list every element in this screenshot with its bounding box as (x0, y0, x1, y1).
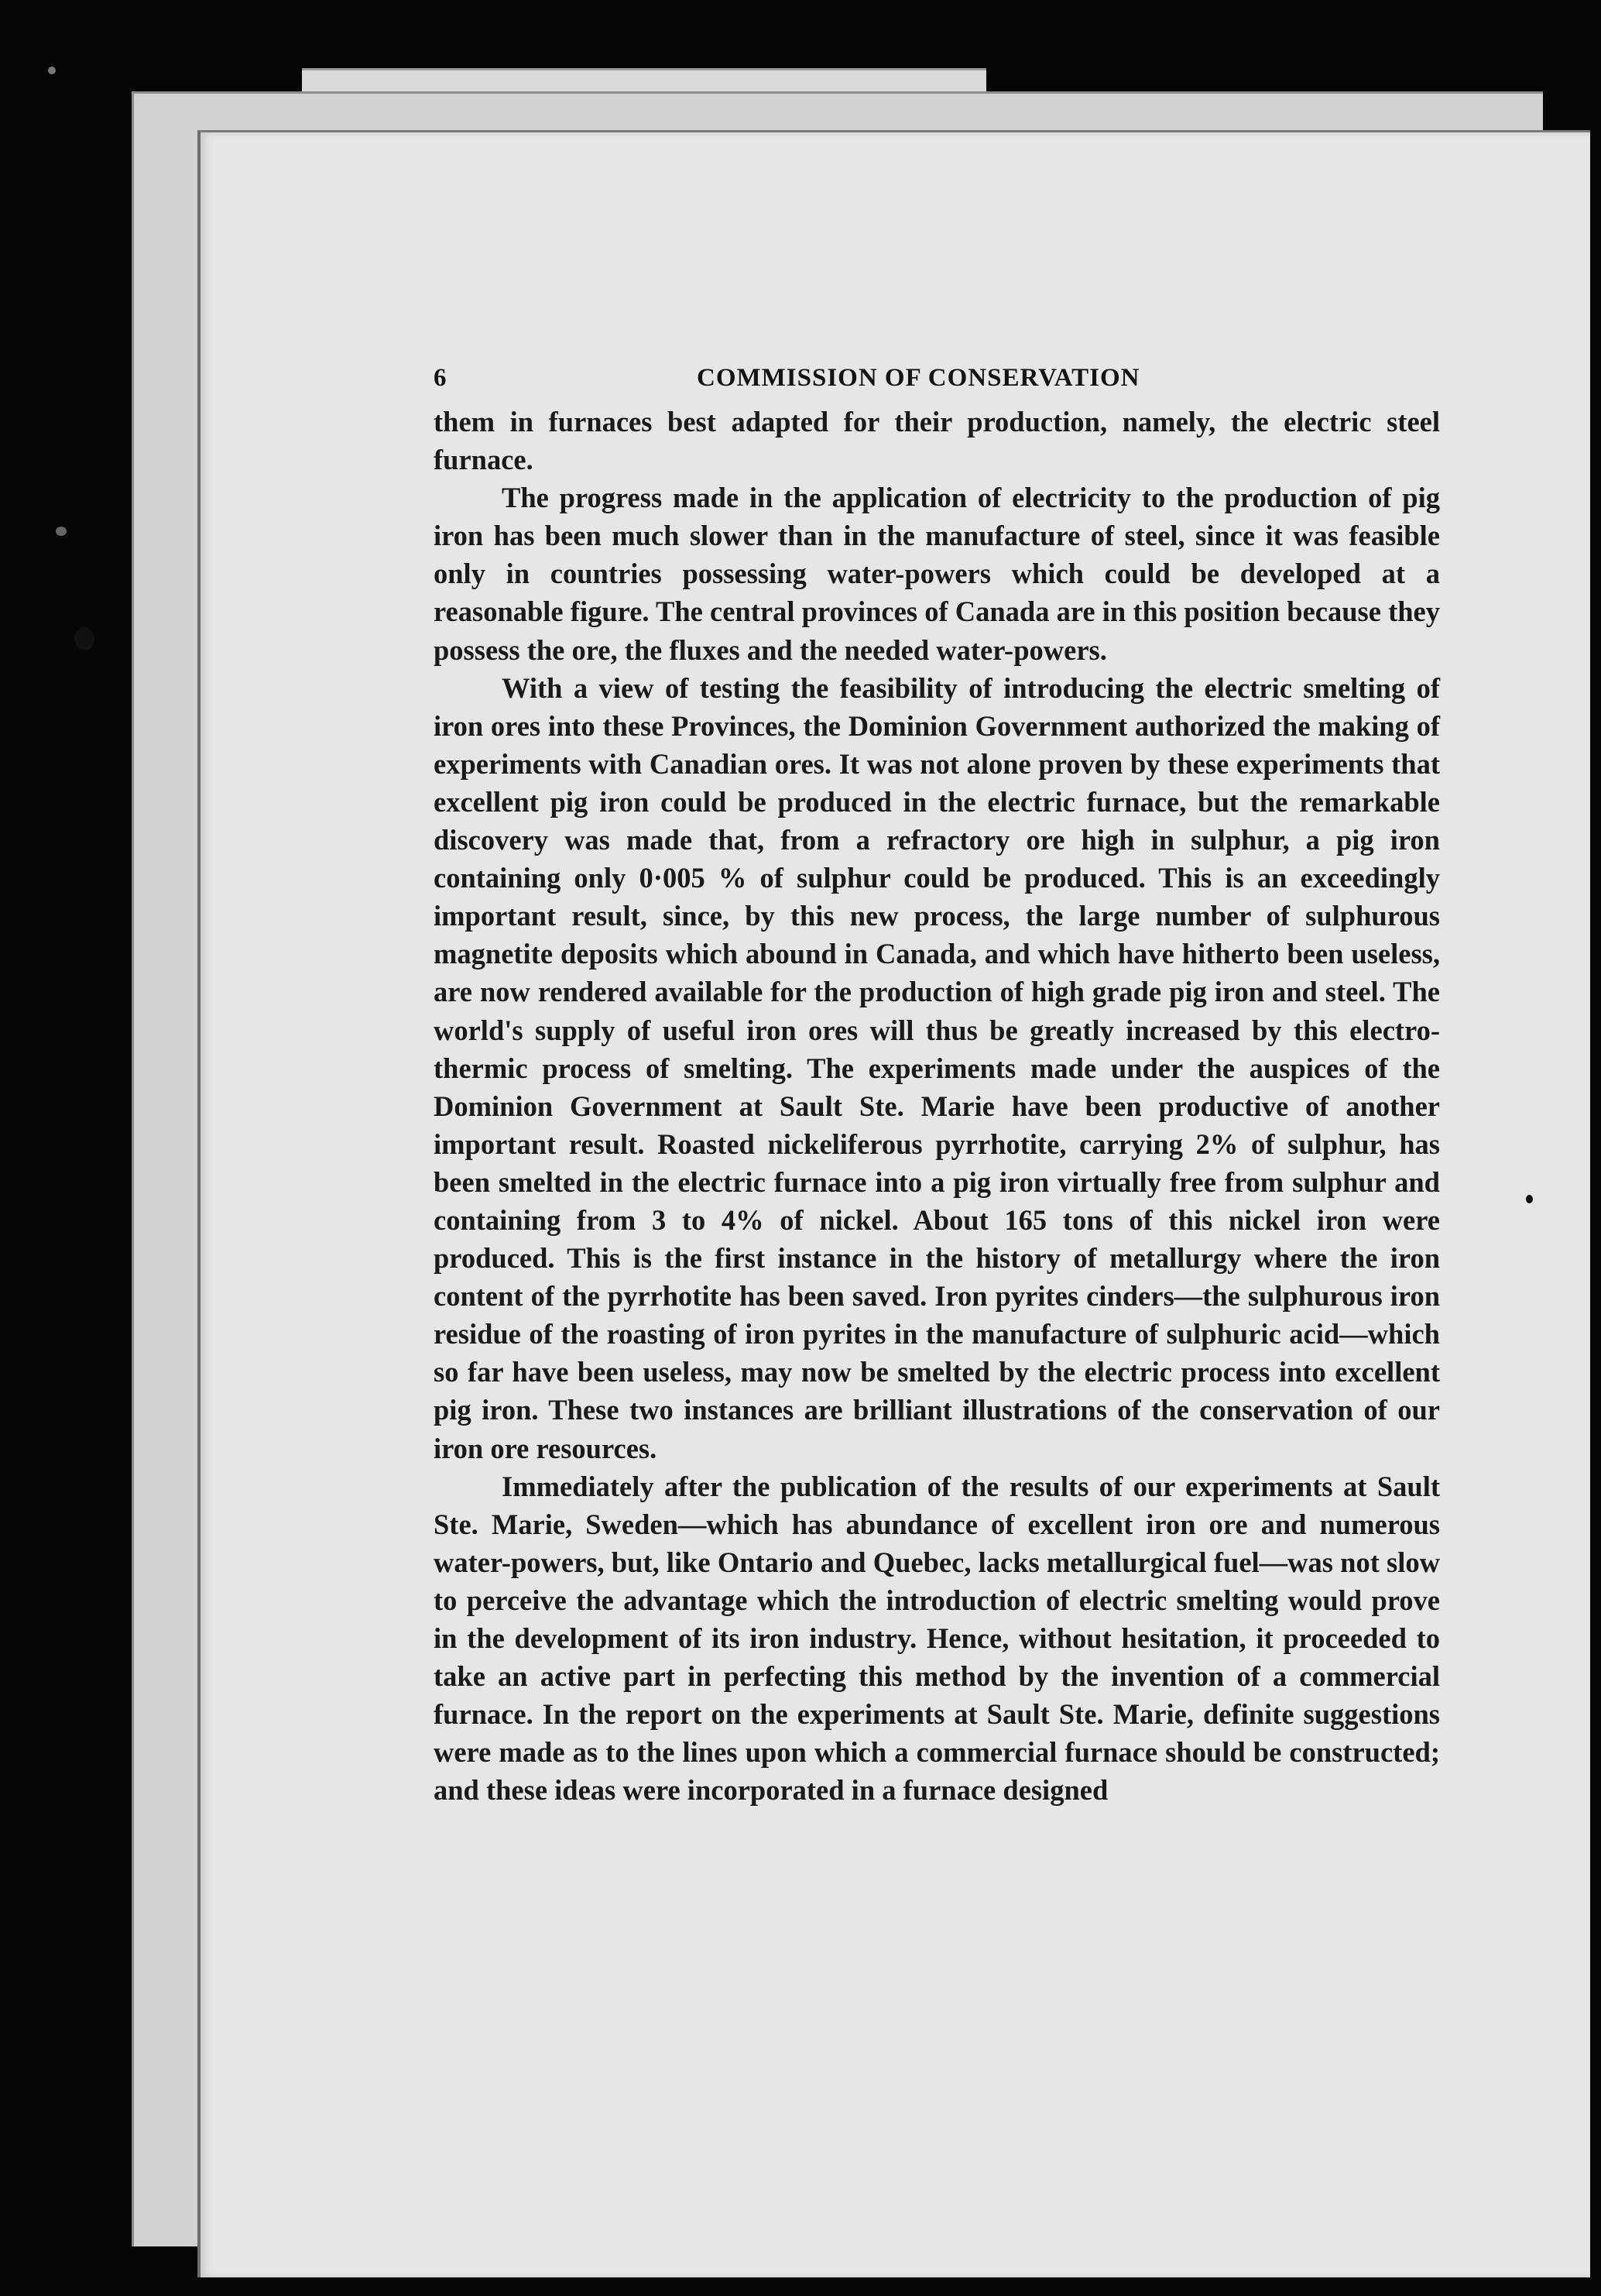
paragraph-sweden: Immediately after the publication of the results of our experiments at Sault Ste. Marie, Sweden—which has abundance of excellent iron ore and numerous water-powers, but, like Ontario and Quebec, lacks metallurgical fuel—was not slow to perceive the advantage which the introduction of electric smelting would prove in the development of its iron industry. Hence, without hesitation, it proceeded to take an active part in perfecting this method by the invention of a commercial furnace. In the report on the experiments at Sault Ste. Marie, definite suggestions were made as to the lines upon which a commercial furnace should be constructed; and these ideas were incorporated in a furnace designed (434, 1470, 1440, 1807)
scan-speck (48, 67, 56, 74)
scan-speck (56, 527, 67, 536)
body-text (434, 403, 1440, 1809)
paragraph-continuation: them in furnaces best adapted for their production, namely, the electric steel furnace. (434, 406, 1440, 476)
running-head (434, 356, 1440, 403)
header-title: COMMISSION OF CONSERVATION (697, 364, 1140, 392)
paragraph-experiments: With a view of testing the feasibility of introducing the electric smelting of iron ores into these Provinces, the Dominion Government authorized the making of experiments with Canadian ores. It was not alone proven by these experiments that excellent pig iron could be produced in the electric furnace, but the remarkable discovery was made that, from a refractory ore high in sulphur, a pig iron containing only 0·005 % of sulphur could be produced. This is an exceedingly important result, since, by this new process, the large number of sulphurous magnetite deposits which abound in Canada, and which have hitherto been useless, are now rendered available for the production of high grade pig iron and steel. The world's supply of useful iron ores will thus be greatly increased by this electro-thermic process of smelting. The experiments made under the auspices of the Dominion Government at Sault Ste. Marie have been productive of another important result. Roasted nickeliferous pyrrhotite, carrying 2% of sulphur, has been smelted in the electric furnace into a pig iron virtually free from sulphur and containing from 3 to 4% of nickel. About 165 tons of this nickel iron were produced. This is the first instance in the history of metallurgy where the iron content of the pyrrhotite has been saved. Iron pyrites cinders—the sulphurous iron residue of the roasting of iron pyrites in the manufacture of sulphuric acid—which so far have been useless, may now be smelted by the electric process into excellent pig iron. These two instances are brilliant illustrations of the conservation of our iron ore resources. (434, 671, 1440, 1464)
page-content (434, 356, 1440, 1809)
scan-speck (74, 627, 94, 650)
scan-speck (1526, 1195, 1533, 1203)
page-number: 6 (434, 364, 447, 392)
paragraph-pig-iron-progress: The progress made in the application of electricity to the production of pig iron has been much slower than in the manufacture of steel, since it was feasible only in countries possessing water-powers which could be developed at a reasonable figure. The central provinces of Canada are in this position because they possess the ore, the fluxes and the needed water-powers. (434, 482, 1440, 666)
